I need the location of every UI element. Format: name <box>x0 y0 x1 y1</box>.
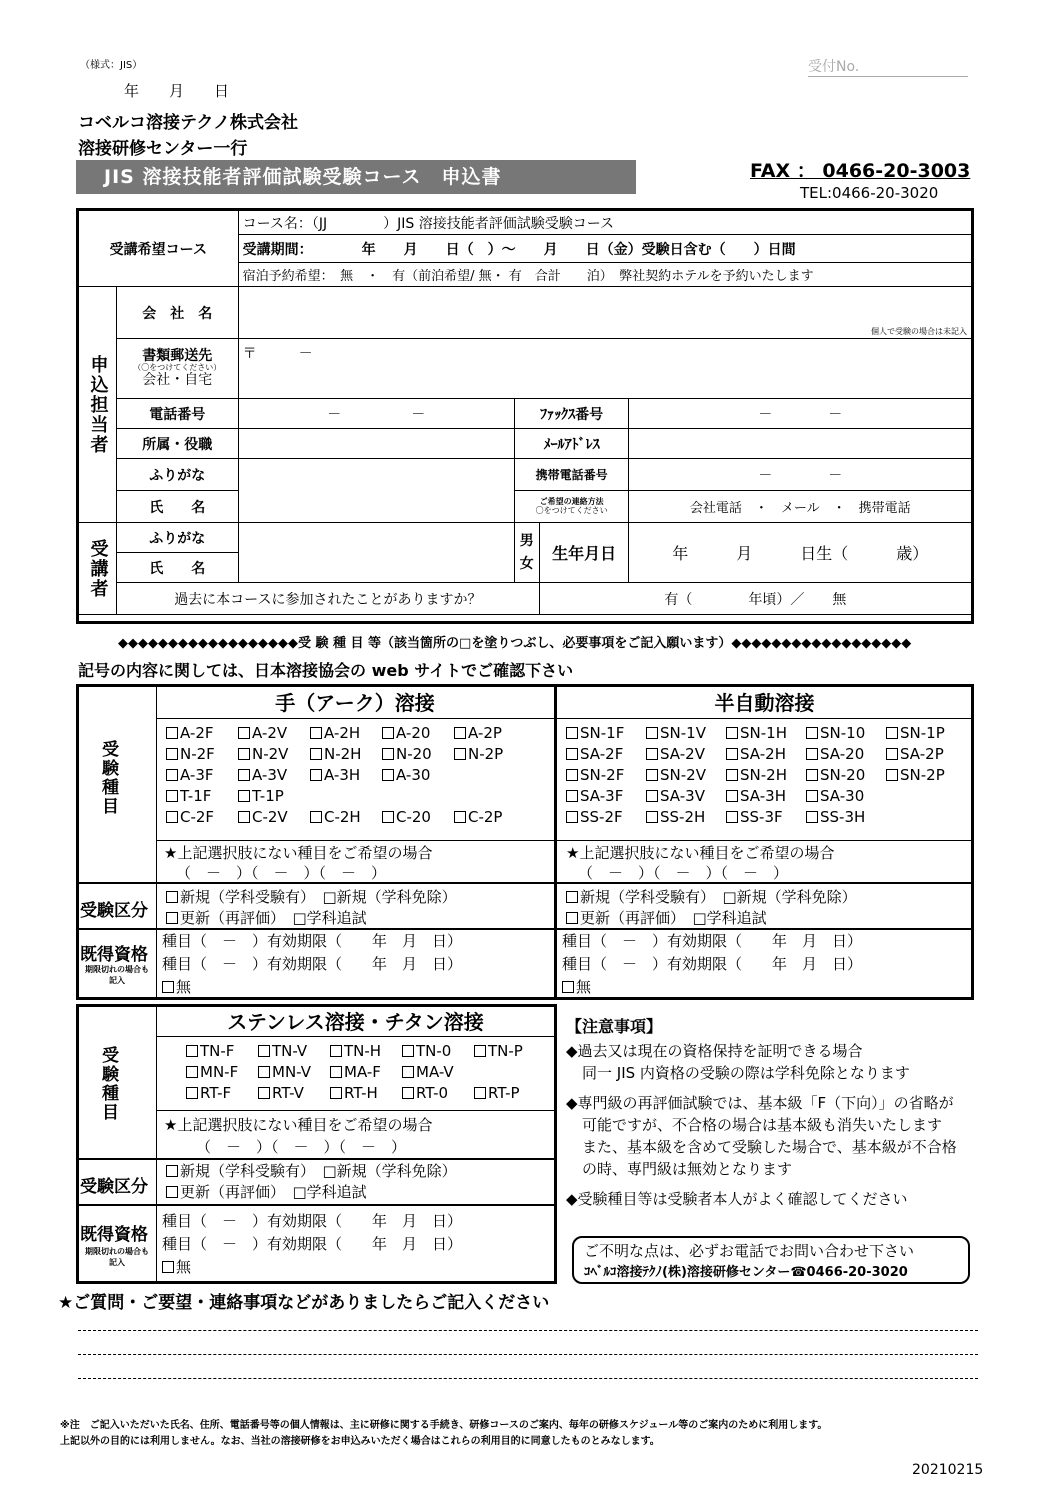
examinee-side-label: 受講者 <box>79 523 117 615</box>
stainless-item-tn-f[interactable]: TN-F <box>186 1042 258 1060</box>
semi-item-sa-20[interactable]: SA-20 <box>806 745 886 763</box>
stainless-other: ★上記選択肢にない種目をご希望の場合 <box>164 1116 433 1134</box>
checkbox-icon[interactable] <box>454 811 466 823</box>
checkbox-icon[interactable] <box>382 727 394 739</box>
manual-item-a-3f[interactable]: A-3F <box>166 766 238 784</box>
checkbox-icon[interactable] <box>258 1066 270 1078</box>
checkbox-icon[interactable] <box>310 748 322 760</box>
note-2: ◆専門級の再評価試験では、基本級「F（下向）」の省略が <box>566 1094 954 1112</box>
contact-label: ご希望の連絡方法 <box>539 496 604 506</box>
held-label-1: 既得資格 <box>80 945 148 965</box>
manual-item-a-3v[interactable]: A-3V <box>238 766 310 784</box>
manual-title: 手（アーク）溶接 <box>156 688 554 719</box>
examinee-name-label: 氏 名 <box>116 553 238 583</box>
semi-items-grid <box>566 724 966 826</box>
note-2c: また、基本級を含めて受験した場合で、基本級が不合格 <box>582 1138 957 1156</box>
mail-address-field[interactable] <box>238 339 971 399</box>
manual-item-a-2v[interactable]: A-2V <box>238 724 310 742</box>
semi-item-sa-2f[interactable]: SA-2F <box>566 745 646 763</box>
email-field[interactable] <box>629 429 972 459</box>
form-title: JIS 溶接技能者評価試験受験コース 申込書 <box>76 160 636 194</box>
semi-item-sn-10[interactable]: SN-10 <box>806 724 886 742</box>
applicant-side-label: 申込担当者 <box>79 287 117 523</box>
examinee-furigana-label: ふりがな <box>116 523 238 553</box>
manual-item-c-2v[interactable]: C-2V <box>238 808 310 826</box>
manual-item-n-2p[interactable]: N-2P <box>454 745 526 763</box>
past-question: 過去に本コースに参加されたことがありますか？ <box>116 583 539 615</box>
checkbox-icon[interactable] <box>402 1087 414 1099</box>
checkbox-icon[interactable] <box>566 790 578 802</box>
semi-item-sa-3f[interactable]: SA-3F <box>566 787 646 805</box>
checkbox-icon[interactable] <box>646 811 658 823</box>
mail-label-cell <box>116 339 238 399</box>
manual-item-t-1p[interactable]: T-1P <box>238 787 310 805</box>
semi-item-sa-3h[interactable]: SA-3H <box>726 787 806 805</box>
semi-item-ss-3h[interactable]: SS-3H <box>806 808 886 826</box>
checkbox-icon[interactable] <box>474 1045 486 1057</box>
course-period-field[interactable]: 受講期間： 年 月 日（ ）～ 月 日（金）受験日含む（ ）日間 <box>238 235 971 263</box>
stainless-other-fill[interactable]: （ － ）（ － ）（ － ） <box>196 1138 407 1156</box>
request-line-1[interactable] <box>78 1330 978 1331</box>
checkbox-icon[interactable] <box>330 1087 342 1099</box>
stainless-item-ma-v[interactable]: MA-V <box>402 1063 474 1081</box>
checkbox-icon[interactable] <box>566 811 578 823</box>
manual-exam-type-row1[interactable]: 新規（学科受験有） □新規（学科免除） <box>166 886 457 907</box>
checkbox-icon[interactable] <box>646 769 658 781</box>
note-3: ◆受験種目等は受験者本人がよく確認してください <box>566 1190 908 1208</box>
checkbox-icon[interactable] <box>258 1087 270 1099</box>
semi-other-fill[interactable]: （ － ）（ － ）（ － ） <box>578 864 789 882</box>
semi-item-sn-1p[interactable]: SN-1P <box>886 724 966 742</box>
semi-item-sn-20[interactable]: SN-20 <box>806 766 886 784</box>
stainless-item-rt-0[interactable]: RT-0 <box>402 1084 474 1102</box>
stainless-exam-type-row1[interactable]: 新規（学科受験有） □新規（学科免除） <box>166 1160 457 1181</box>
manual-item-a-2p[interactable]: A-2P <box>454 724 526 742</box>
stainless-exam-type-row2[interactable]: 更新（再評価） □学科追試 <box>166 1181 367 1202</box>
course-name-field[interactable]: コース名：（JJ ）JIS 溶接技能者評価試験受験コース <box>238 211 971 235</box>
manual-item-n-2f[interactable]: N-2F <box>166 745 238 763</box>
instruction-banner: ◆◆◆◆◆◆◆◆◆◆◆◆◆◆◆◆◆◆受 験 種 目 等（該当箇所の□を塗りつぶし、必要事項をご記入願います）◆◆◆◆◆◆◆◆◆◆◆◆◆◆◆◆◆◆ <box>118 636 912 651</box>
fax-number: FAX ： 0466-20-3003 <box>750 160 971 182</box>
past-answer[interactable]: 有（ 年頃）／ 無 <box>539 583 971 615</box>
manual-item-t-1f[interactable]: T-1F <box>166 787 238 805</box>
checkbox-icon[interactable] <box>402 1045 414 1057</box>
manual-other: ★上記選択肢にない種目をご希望の場合 <box>164 844 433 862</box>
manual-item-c-20[interactable]: C-20 <box>382 808 454 826</box>
form-code: 20210215 <box>912 1462 984 1478</box>
checkbox-icon[interactable] <box>726 727 738 739</box>
checkbox-icon[interactable] <box>566 769 578 781</box>
applicant-furigana-label: ふりがな <box>116 459 238 491</box>
checkbox-icon[interactable] <box>258 1045 270 1057</box>
contact-line-2: ｺﾍﾞﾙｺ溶接ﾃｸﾉ(株)溶接研修センター☎0466-20-3020 <box>584 1265 908 1280</box>
manual-exam-type-row2[interactable]: 更新（再評価） □学科追試 <box>166 907 367 928</box>
semi-held-none[interactable]: 無 <box>562 976 591 997</box>
stainless-held-none[interactable]: 無 <box>162 1256 191 1277</box>
semi-item-sn-2p[interactable]: SN-2P <box>886 766 966 784</box>
stainless-held-row1[interactable]: 種目（ － ）有効期限（ 年 月 日） <box>162 1212 463 1230</box>
checkbox-icon[interactable] <box>474 1087 486 1099</box>
stainless-item-mn-v[interactable]: MN-V <box>258 1063 330 1081</box>
stainless-held-row2[interactable]: 種目（ － ）有効期限（ 年 月 日） <box>162 1235 463 1253</box>
held-label-2: 既得資格 <box>80 1225 148 1245</box>
mobile-label: 携帯電話番号 <box>514 459 629 491</box>
checkbox-icon[interactable] <box>646 790 658 802</box>
checkbox-icon[interactable] <box>186 1045 198 1057</box>
semi-item-sn-1h[interactable]: SN-1H <box>726 724 806 742</box>
semi-other: ★上記選択肢にない種目をご希望の場合 <box>566 844 835 862</box>
semi-item-sn-1f[interactable]: SN-1F <box>566 724 646 742</box>
postal-mark: 〒 － <box>242 346 313 362</box>
manual-item-n-20[interactable]: N-20 <box>382 745 454 763</box>
fax-label: ﾌｧｯｸｽ番号 <box>514 399 629 429</box>
phone-field[interactable]: － － <box>238 399 514 429</box>
contact-line-1: ご不明な点は、必ずお電話でお問い合わせ下さい <box>584 1242 915 1260</box>
gender-choice[interactable]: 男女 <box>514 523 539 583</box>
checkbox-icon[interactable] <box>382 748 394 760</box>
manual-item-a-20[interactable]: A-20 <box>382 724 454 742</box>
checkbox-icon[interactable] <box>310 811 322 823</box>
checkbox-icon[interactable] <box>806 790 818 802</box>
reception-number: 受付No. <box>808 56 968 77</box>
semi-held-row1[interactable]: 種目（ － ）有効期限（ 年 月 日） <box>562 932 863 950</box>
checkbox-icon[interactable] <box>186 1066 198 1078</box>
mail-label: 書類郵送先 <box>142 347 213 364</box>
stainless-item-ma-f[interactable]: MA-F <box>330 1063 402 1081</box>
semi-held-row2[interactable]: 種目（ － ）有効期限（ 年 月 日） <box>562 955 863 973</box>
stainless-item-rt-v[interactable]: RT-V <box>258 1084 330 1102</box>
manual-item-n-2h[interactable]: N-2H <box>310 745 382 763</box>
mail-sub: （〇をつけてください） <box>133 363 222 373</box>
contact-options[interactable]: 会社電話 ・ メール ・ 携帯電話 <box>629 491 972 523</box>
manual-items-grid <box>166 724 526 826</box>
stainless-item-rt-p[interactable]: RT-P <box>474 1084 546 1102</box>
held-sub-2: 期限切れの場合も記入 <box>85 1247 149 1267</box>
privacy-note-2: 上記以外の目的には利用しません。なお、当社の溶接研修をお申込みいただく場合はこれらの利用目的に同意したものとみなします。 <box>60 1436 660 1447</box>
checkbox-icon[interactable] <box>454 727 466 739</box>
manual-exam-items-label: 受験種目 <box>98 740 118 816</box>
semi-item-sa-2p[interactable]: SA-2P <box>886 745 966 763</box>
manual-held-row1[interactable]: 種目（ － ）有効期限（ 年 月 日） <box>162 932 463 950</box>
checkbox-icon[interactable] <box>166 769 178 781</box>
email-label: ﾒｰﾙｱﾄﾞﾚｽ <box>514 429 629 459</box>
semi-item-ss-2f[interactable]: SS-2F <box>566 808 646 826</box>
manual-item-c-2h[interactable]: C-2H <box>310 808 382 826</box>
stainless-item-tn-p[interactable]: TN-P <box>474 1042 546 1060</box>
checkbox-icon[interactable] <box>382 811 394 823</box>
applicant-name-field[interactable] <box>238 459 514 523</box>
note-2d: の時、専門級は無効となります <box>582 1160 793 1178</box>
checkbox-icon[interactable] <box>806 748 818 760</box>
checkbox-icon[interactable] <box>330 1066 342 1078</box>
manual-held-none[interactable]: 無 <box>162 976 191 997</box>
dept-field[interactable] <box>238 429 514 459</box>
semi-item-sa-2h[interactable]: SA-2H <box>726 745 806 763</box>
manual-other-fill[interactable]: （ － ）（ － ）（ － ） <box>176 864 387 882</box>
checkbox-icon[interactable] <box>166 811 178 823</box>
semi-item-ss-2h[interactable]: SS-2H <box>646 808 726 826</box>
tel-number: TEL:0466-20-3020 <box>800 184 939 202</box>
request-line-2[interactable] <box>78 1354 978 1355</box>
manual-item-c-2f[interactable]: C-2F <box>166 808 238 826</box>
checkbox-icon[interactable] <box>238 811 250 823</box>
company-label: 会 社 名 <box>116 287 238 339</box>
mobile-field[interactable]: － － <box>629 459 972 491</box>
phone-label: 電話番号 <box>116 399 238 429</box>
checkbox-icon[interactable] <box>238 748 250 760</box>
note-1b: 同一 JIS 内資格の受験の際は学科免除となります <box>582 1064 910 1082</box>
request-label: ★ご質問・ご要望・連絡事項などがありましたらご記入ください <box>58 1293 550 1313</box>
manual-held-row2[interactable]: 種目（ － ）有効期限（ 年 月 日） <box>162 955 463 973</box>
center-name: 溶接研修センター一行 <box>78 139 248 159</box>
stainless-item-rt-h[interactable]: RT-H <box>330 1084 402 1102</box>
checkbox-icon[interactable] <box>454 748 466 760</box>
contact-box <box>572 1236 970 1284</box>
manual-item-a-2f[interactable]: A-2F <box>166 724 238 742</box>
checkbox-icon[interactable] <box>806 727 818 739</box>
stainless-item-tn-v[interactable]: TN-V <box>258 1042 330 1060</box>
manual-item-a-2h[interactable]: A-2H <box>310 724 382 742</box>
checkbox-icon[interactable] <box>566 727 578 739</box>
manual-item-n-2v[interactable]: N-2V <box>238 745 310 763</box>
semi-item-sn-2v[interactable]: SN-2V <box>646 766 726 784</box>
checkbox-icon[interactable] <box>166 727 178 739</box>
checkbox-icon[interactable] <box>238 769 250 781</box>
hotel-field[interactable]: 宿泊予約希望： 無 ・ 有（前泊希望/ 無・ 有 合計 泊） 弊社契約ホテルを予約いたします <box>238 263 971 287</box>
checkbox-icon[interactable] <box>382 769 394 781</box>
contact-sub: 〇をつけてください <box>535 505 608 515</box>
checkbox-icon[interactable] <box>646 727 658 739</box>
checkbox-icon[interactable] <box>238 727 250 739</box>
manual-item-a-30[interactable]: A-30 <box>382 766 454 784</box>
company-field[interactable] <box>238 287 971 339</box>
format-label: （様式：JIS） <box>80 60 143 71</box>
checkbox-icon[interactable] <box>330 1045 342 1057</box>
held-sub-1: 期限切れの場合も記入 <box>85 965 149 985</box>
checkbox-icon[interactable] <box>566 748 578 760</box>
note-1: ◆過去又は現在の資格保持を証明できる場合 <box>566 1042 863 1060</box>
stainless-item-mn-f[interactable]: MN-F <box>186 1063 258 1081</box>
company-name: コベルコ溶接テクノ株式会社 <box>78 113 298 133</box>
exam-type-label-1: 受験区分 <box>80 901 148 921</box>
birth-label: 生年月日 <box>539 523 629 583</box>
examinee-name-field[interactable] <box>238 523 514 583</box>
semi-item-sn-2f[interactable]: SN-2F <box>566 766 646 784</box>
semi-item-sn-1v[interactable]: SN-1V <box>646 724 726 742</box>
checkbox-icon[interactable] <box>726 748 738 760</box>
applicant-name-label: 氏 名 <box>116 491 238 523</box>
semi-item-sn-2h[interactable]: SN-2H <box>726 766 806 784</box>
checkbox-icon[interactable] <box>886 727 898 739</box>
note-2b: 可能ですが、不合格の場合は基本級も消失いたします <box>582 1116 943 1134</box>
contact-label-cell <box>514 491 629 523</box>
checkbox-icon[interactable] <box>806 811 818 823</box>
checkbox-icon[interactable] <box>726 811 738 823</box>
semi-item-sa-3v[interactable]: SA-3V <box>646 787 726 805</box>
date-line[interactable]: 年 月 日 <box>124 82 230 100</box>
semi-exam-type-row2[interactable]: 更新（再評価） □学科追試 <box>566 907 767 928</box>
checkbox-icon[interactable] <box>726 769 738 781</box>
stainless-items-grid <box>186 1042 546 1102</box>
application-table <box>78 210 972 615</box>
stainless-item-tn-h[interactable]: TN-H <box>330 1042 402 1060</box>
checkbox-icon[interactable] <box>646 748 658 760</box>
semi-title: 半自動溶接 <box>557 688 972 719</box>
mail-choice[interactable]: 会社・自宅 <box>142 371 213 388</box>
checkbox-icon[interactable] <box>310 727 322 739</box>
notes-title: 【注意事項】 <box>566 1017 663 1036</box>
checkbox-icon[interactable] <box>186 1087 198 1099</box>
company-note: 個人で受験の場合は未記入 <box>871 327 967 336</box>
request-line-3[interactable] <box>78 1378 978 1379</box>
semi-item-sa-2v[interactable]: SA-2V <box>646 745 726 763</box>
checkbox-icon[interactable] <box>238 790 250 802</box>
birth-field[interactable]: 年 月 日生（ 歳） <box>629 523 972 583</box>
semi-item-sa-30[interactable]: SA-30 <box>806 787 886 805</box>
semi-exam-type-row1[interactable]: 新規（学科受験有） □新規（学科免除） <box>566 886 857 907</box>
checkbox-icon[interactable] <box>402 1066 414 1078</box>
manual-item-a-3h[interactable]: A-3H <box>310 766 382 784</box>
checkbox-icon[interactable] <box>806 769 818 781</box>
stainless-exam-items-label: 受験種目 <box>98 1046 118 1122</box>
checkbox-icon[interactable] <box>886 748 898 760</box>
instruction-note: 記号の内容に関しては、日本溶接協会の web サイトでご確認下さい <box>78 661 574 680</box>
checkbox-icon[interactable] <box>310 769 322 781</box>
stainless-item-rt-f[interactable]: RT-F <box>186 1084 258 1102</box>
semi-item-ss-3f[interactable]: SS-3F <box>726 808 806 826</box>
stainless-item-tn-0[interactable]: TN-0 <box>402 1042 474 1060</box>
privacy-note-1: ※注 ご記入いただいた氏名、住所、電話番号等の個人情報は、主に研修に関する手続き、研修コースのご案内、毎年の研修スケジュール等のご案内のために利用します。 <box>60 1420 828 1431</box>
checkbox-icon[interactable] <box>726 790 738 802</box>
checkbox-icon[interactable] <box>166 748 178 760</box>
course-label: 受講希望コース <box>79 211 239 287</box>
dept-label: 所属・役職 <box>116 429 238 459</box>
exam-type-label-2: 受験区分 <box>80 1177 148 1197</box>
checkbox-icon[interactable] <box>166 790 178 802</box>
fax-field[interactable]: － － <box>629 399 972 429</box>
stainless-title: ステンレス溶接・チタン溶接 <box>157 1008 554 1037</box>
checkbox-icon[interactable] <box>886 769 898 781</box>
manual-item-c-2p[interactable]: C-2P <box>454 808 526 826</box>
